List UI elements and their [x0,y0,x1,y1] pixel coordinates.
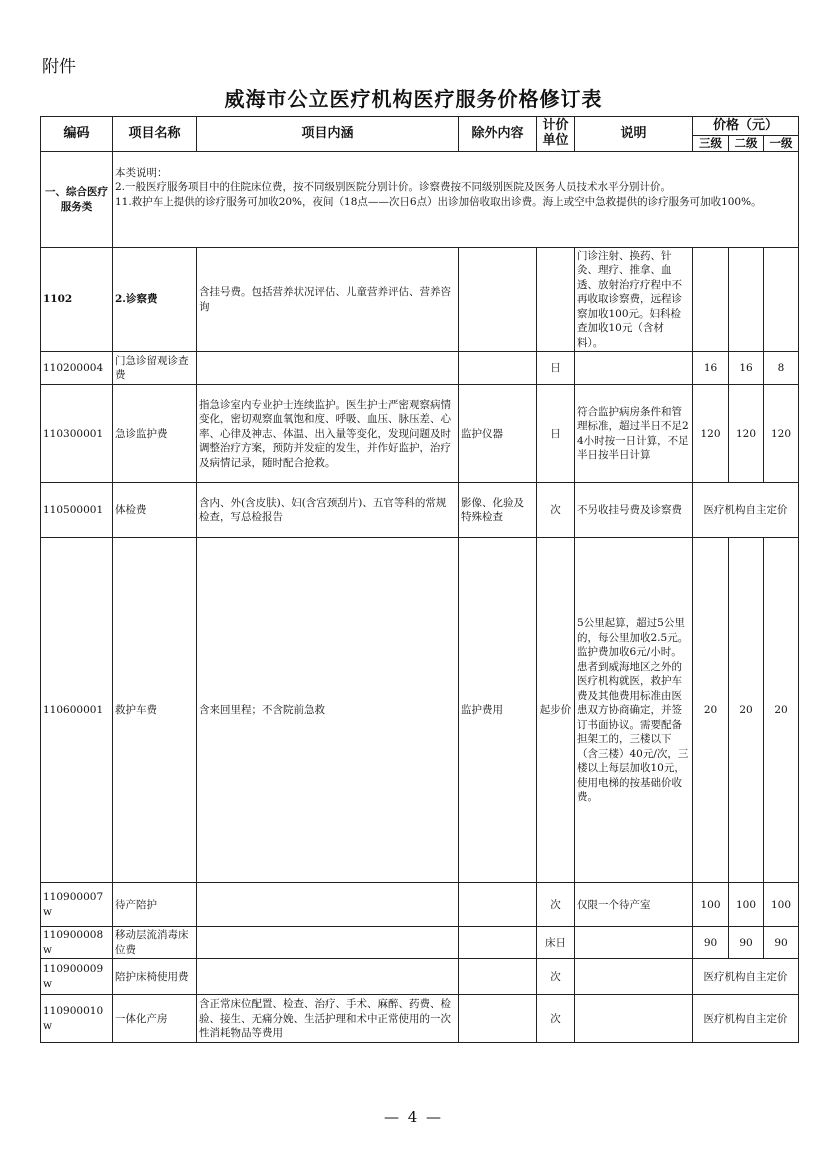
row-excluded: 监护仪器 [459,385,537,483]
row-unit: 日 [537,352,575,385]
row-excluded [459,352,537,385]
row-name: 陪护床椅使用费 [113,959,197,995]
row-unit: 次 [537,995,575,1043]
header-level1: 一级 [764,136,799,152]
row-price-level3: 20 [693,538,729,883]
row-excluded [459,959,537,995]
table-row [41,538,799,883]
section-row [41,152,799,248]
row-price-level2 [729,248,764,352]
row-price-level3: 120 [693,385,729,483]
row-remark [575,959,693,995]
header-level2: 二级 [729,136,764,152]
row-remark: 5公里起算，超过5公里的，每公里加收2.5元。监护费加收6元/小时。患者到威海地区之外的医疗机构就医，救护车费及其他费用标准由医患双方协商确定，并签订书面协议。需要配备担架工的，三楼以下（含三楼）40元/次，三楼以上每层加收10元，使用电梯的按基础价收费。 [575,538,693,883]
row-name: 移动层流消毒床位费 [113,927,197,959]
header-unit: 计价单位 [537,117,575,152]
row-excluded [459,995,537,1043]
row-unit: 床日 [537,927,575,959]
row-price-level1: 20 [764,538,799,883]
table-row [41,483,799,538]
row-unit: 次 [537,959,575,995]
row-remark: 门诊注射、换药、针灸、理疗、推拿、血透、放射治疗疗程中不再收取诊察费，远程诊察加收100元。妇科检查加收10元（含材料）。 [575,248,693,352]
row-price-level2: 16 [729,352,764,385]
row-name: 2.诊察费 [113,248,197,352]
row-content: 指急诊室内专业护士连续监护。医生护士严密观察病情变化，密切观察血氧饱和度、呼吸、血压、脉压差、心率、心律及神志、体温、出入量等变化，发现问题及时调整治疗方案，预防并发症的发生，并作好监护，治疗及病情记录，随时配合抢救。 [197,385,459,483]
row-content: 含内、外(含皮肤)、妇(含宫颈刮片)、五官等科的常规检查，写总检报告 [197,483,459,538]
row-price-level3: 100 [693,883,729,927]
row-remark [575,352,693,385]
row-content: 含来回里程；不含院前急救 [197,538,459,883]
row-code: 1102 [41,248,113,352]
row-price-level3 [693,248,729,352]
table-row [41,959,799,995]
row-remark [575,995,693,1043]
table-row [41,352,799,385]
row-code: 110900008w [41,927,113,959]
row-code: 110600001 [41,538,113,883]
section-note [113,152,799,248]
row-name: 救护车费 [113,538,197,883]
row-merged-price: 医疗机构自主定价 [693,995,799,1043]
row-unit: 次 [537,883,575,927]
row-remark [575,927,693,959]
row-code: 110900007w [41,883,113,927]
row-excluded: 监护费用 [459,538,537,883]
row-code: 110900009w [41,959,113,995]
row-code: 110200004 [41,352,113,385]
row-unit: 日 [537,385,575,483]
section-note-line: 11.救护车上提供的诊疗服务可加收20%，夜间（18点——次日6点）出诊加倍收取出诊费。海上或空中急救提供的诊疗服务可加收100%。 [115,195,762,208]
row-name: 待产陪护 [113,883,197,927]
row-price-level1: 100 [764,883,799,927]
row-content [197,352,459,385]
row-remark: 符合监护病房条件和管理标准，超过半日不足24小时按一日计算，不足半日按半日计算 [575,385,693,483]
table-row [41,995,799,1043]
row-remark: 仅限一个待产室 [575,883,693,927]
header-remark: 说明 [575,117,693,152]
row-price-level1: 90 [764,927,799,959]
section-note-line: 本类说明： [115,167,168,179]
table-row [41,927,799,959]
row-price-level2: 100 [729,883,764,927]
row-merged-price: 医疗机构自主定价 [693,483,799,538]
row-price-level1: 8 [764,352,799,385]
row-price-level2: 90 [729,927,764,959]
row-name: 体检费 [113,483,197,538]
row-price-level2: 20 [729,538,764,883]
row-excluded [459,927,537,959]
section-category: 一、综合医疗服务类 [41,152,113,248]
header-excluded: 除外内容 [459,117,537,152]
header-level3: 三级 [693,136,729,152]
row-code: 110500001 [41,483,113,538]
row-code: 110300001 [41,385,113,483]
row-name: 门急诊留观诊查费 [113,352,197,385]
row-unit [537,248,575,352]
row-unit: 起步价 [537,538,575,883]
header-price: 价格（元） [693,117,799,136]
price-table [40,116,799,1043]
row-unit: 次 [537,483,575,538]
row-name: 一体化产房 [113,995,197,1043]
row-content [197,959,459,995]
row-price-level3: 16 [693,352,729,385]
row-excluded [459,248,537,352]
row-price-level3: 90 [693,927,729,959]
header-content: 项目内涵 [197,117,459,152]
table-row [41,385,799,483]
row-merged-price: 医疗机构自主定价 [693,959,799,995]
row-price-level1 [764,248,799,352]
header-name: 项目名称 [113,117,197,152]
row-price-level2: 120 [729,385,764,483]
section-note-line: 2.一般医疗服务项目中的住院床位费，按不同级别医院分别计价。诊察费按不同级别医院及医务人员技术水平分别计价。 [115,181,672,194]
attachment-label: 附件 [42,57,76,77]
row-content [197,883,459,927]
row-code: 110900010w [41,995,113,1043]
row-remark: 不另收挂号费及诊察费 [575,483,693,538]
table-row [41,883,799,927]
page-title: 威海市公立医疗机构医疗服务价格修订表 [224,87,603,111]
row-content: 含挂号费。包括营养状况评估、儿童营养评估、营养咨询 [197,248,459,352]
page-number: — 4 — [383,1108,444,1126]
row-excluded [459,883,537,927]
header-code: 编码 [41,117,113,152]
row-price-level1: 120 [764,385,799,483]
table-row [41,248,799,352]
row-content [197,927,459,959]
row-name: 急诊监护费 [113,385,197,483]
row-excluded: 影像、化验及特殊检查 [459,483,537,538]
row-content: 含正常床位配置、检查、治疗、手术、麻醉、药费、检验、接生、无痛分娩、生活护理和术中正常使用的一次性消耗物品等费用 [197,995,459,1043]
